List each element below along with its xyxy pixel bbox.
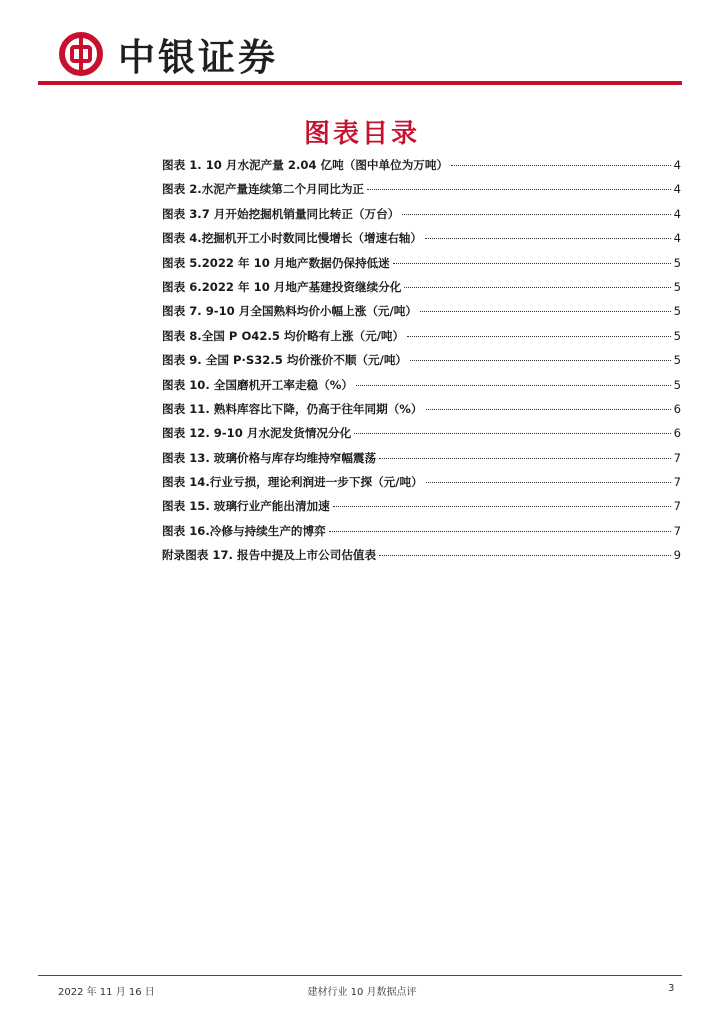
toc-entry-page: 4 [673, 158, 681, 172]
toc-entry-label: 图表 14.行业亏损，理论利润进一步下探（元/吨） [162, 475, 423, 490]
toc-list [162, 157, 681, 572]
toc-entry-page: 5 [673, 377, 681, 392]
toc-dot-leader [379, 458, 670, 459]
toc-entry-label: 图表 13. 玻璃价格与库存均维持窄幅震荡 [162, 450, 377, 465]
footer-page-number: 3 [668, 983, 675, 994]
toc-entry[interactable] [162, 157, 681, 181]
toc-entry[interactable] [162, 425, 681, 449]
toc-entry-label: 图表 5.2022 年 10 月地产数据仍保持低迷 [162, 255, 390, 270]
toc-dot-leader [404, 287, 670, 288]
toc-entry[interactable] [162, 401, 681, 425]
toc-entry-label: 图表 10. 全国磨机开工率走稳（%） [162, 377, 353, 392]
toc-dot-leader [354, 433, 670, 434]
toc-entry-page: 7 [673, 450, 681, 465]
header-divider [38, 81, 682, 85]
toc-entry-label: 图表 7. 9-10 月全国熟料均价小幅上涨（元/吨） [162, 304, 417, 319]
toc-entry-label: 图表 16.冷修与持续生产的博弈 [162, 523, 326, 538]
toc-entry-page: 4 [673, 182, 681, 197]
toc-dot-leader [410, 360, 671, 361]
toc-entry-label: 图表 2.水泥产量连续第二个月同比为正 [162, 182, 365, 197]
toc-dot-leader [333, 506, 671, 507]
footer-date: 2022 年 11 月 16 日 [58, 987, 155, 998]
toc-entry-label: 图表 11. 熟料库容比下降，仍高于往年同期（%） [162, 401, 423, 416]
toc-entry[interactable] [162, 255, 681, 279]
toc-title: 图表目录 [303, 119, 420, 149]
toc-entry[interactable] [162, 206, 681, 230]
toc-entry-page: 7 [673, 523, 681, 538]
toc-entry[interactable] [162, 181, 681, 205]
footer-divider [38, 975, 682, 976]
toc-entry-page: 4 [673, 231, 681, 246]
toc-entry-label: 附录图表 17. 报告中提及上市公司估值表 [162, 548, 377, 563]
toc-entry-label: 图表 8.全国 P O42.5 均价略有上涨（元/吨） [162, 328, 405, 343]
toc-entry-label: 图表 1. 10 月水泥产量 2.04 亿吨（图中单位为万吨） [162, 158, 449, 172]
toc-entry-page: 5 [673, 353, 681, 368]
toc-dot-leader [420, 311, 671, 312]
toc-dot-leader [329, 531, 671, 532]
toc-entry[interactable] [162, 547, 681, 571]
toc-entry-label: 图表 6.2022 年 10 月地产基建投资继续分化 [162, 279, 402, 294]
toc-entry-page: 6 [673, 426, 681, 441]
toc-entry-page: 9 [673, 548, 681, 563]
brand-name: 中银证券 [118, 35, 278, 79]
toc-entry-page: 6 [673, 401, 681, 416]
toc-entry-label: 图表 9. 全国 P·S32.5 均价涨价不顺（元/吨） [162, 353, 408, 368]
toc-entry[interactable] [162, 450, 681, 474]
toc-dot-leader [367, 189, 671, 190]
toc-entry[interactable] [162, 498, 681, 522]
toc-dot-leader [393, 263, 671, 264]
toc-entry-page: 4 [673, 206, 681, 221]
toc-entry[interactable] [162, 377, 681, 401]
toc-entry-page: 5 [673, 279, 681, 294]
page-header [58, 28, 278, 80]
toc-entry-page: 7 [673, 475, 681, 490]
toc-dot-leader [426, 482, 671, 483]
toc-dot-leader [379, 555, 670, 556]
toc-dot-leader [426, 409, 671, 410]
toc-entry-page: 5 [673, 328, 681, 343]
toc-dot-leader [407, 336, 670, 337]
toc-entry-label: 图表 12. 9-10 月水泥发货情况分化 [162, 426, 352, 441]
toc-entry[interactable] [162, 328, 681, 352]
toc-dot-leader [356, 385, 671, 386]
toc-entry-label: 图表 4.挖掘机开工小时数同比慢增长（增速右轴） [162, 231, 422, 246]
toc-entry[interactable] [162, 230, 681, 254]
toc-dot-leader [402, 214, 670, 215]
footer-report-name: 建材行业 10 月数据点评 [307, 987, 417, 998]
toc-entry[interactable] [162, 474, 681, 498]
toc-entry-page: 7 [673, 499, 681, 514]
toc-entry[interactable] [162, 279, 681, 303]
toc-entry-page: 5 [673, 255, 681, 270]
toc-entry-page: 5 [673, 304, 681, 319]
toc-dot-leader [425, 238, 671, 239]
toc-entry-label: 图表 3.7 月开始挖掘机销量同比转正（万台） [162, 206, 400, 221]
toc-entry-label: 图表 15. 玻璃行业产能出清加速 [162, 499, 330, 514]
bank-of-china-logo-icon [58, 31, 104, 77]
toc-entry[interactable] [162, 352, 681, 376]
toc-entry[interactable] [162, 303, 681, 327]
toc-entry[interactable] [162, 523, 681, 547]
toc-dot-leader [451, 165, 671, 166]
